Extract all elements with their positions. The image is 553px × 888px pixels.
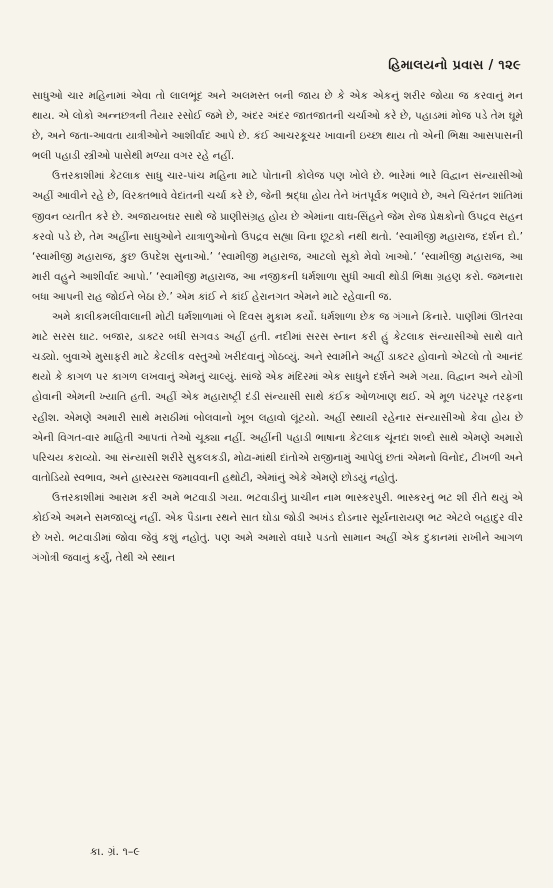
body-text [32, 86, 523, 568]
paragraph-1: સાધુઓ ચાર મહિનામાં એવા તો લાલભૂંદ અને અલમસ્ત બની જાય છે કે એક એકનું શરીર જોયા જ કરવાનું મન થાય. એ લોકો અન્નછત્રની તૈયાર રસોઈ જમે છે, અંદર અંદર જાતજાતની ચર્ચાઓ કરે છે, પહાડમાં મોજ પડે તેમ ઘૂમે છે, અને જતા-આવતા યાત્રીઓને આશીર્વાદ આપે છે. કંઈ આચરકૂચર ખાવાની ઇચ્છા થાય તો એની ભિક્ષા આસપાસની ભલી પહાડી સ્ત્રીઓ પાસેથી મળ્યા વગર રહે નહીં. [32, 90, 523, 163]
paragraph-3: અમે કાલીકમલીવાલાની મોટી ધર્મશાળામાં બે દિવસ મુકામ કર્યો. ધર્મશાળા છેક જ ગંગાને કિનારે. પાણીમાં ઊતરવા માટે સરસ ઘાટ. બજાર, ડાક્ટર બધી સગવડ અહીં હતી. નદીમાં સરસ સ્નાન કરી હું કેટલાક સંન્યાસીઓ સાથે વાતે ચડ્યો. બુવાએ મુસાફરી માટે કેટલીક વસ્તુઓ ખરીદવાનું ગોઠવ્યું. અને સ્વામીને અહીં ડાક્ટર હોવાનો એટલો તો આનંદ થયો કે કાગળ પર કાગળ લખવાનું એમનું ચાલ્યું. સાંજે એક મંદિરમાં એક સાધુને દર્શને અમે ગયા. વિદ્વાન અને યોગી હોવાની એમની ખ્યાતિ હતી. અહીં એક મહારાષ્ટ્રી દંડી સંન્યાસી સાથે કંઈક ઓળખાણ થઈ. એ મૂળ પંઢરપૂર તરફના રહીશ. એમણે અમારી સાથે મરાઠીમાં બોલવાનો ખૂબ લહાવો લૂંટયો. અહીં સ્થાયી રહેનાર સંન્યાસીઓ કેવા હોય છે એની વિગત-વાર માહિતી આપતાં તેઓ ચૂક્યા નહીં. અહીંની પહાડી ભાષાના કેટલાક ચૂંનદા શબ્દો સાથે એમણે અમારો પરિચય કરાવ્યો. આ સંન્યાસી શરીરે સુકલકડી, મોઢા-માંથી દાંતોએ રાજીનામું આપેલું છતાં એમનો વિનોદ, ટીખળી અને વાતોડિયો સ્વભાવ, અને હાસ્યરસ જમાવવાની હથોટી, એમાંનું એકે એમણે છોડયું નહોતું. [32, 311, 523, 484]
paragraph-2: ઉત્તરકાશીમાં કેટલાક સાધુ ચાર-પાંચ મહિના માટે પોતાની કોલેજ પણ ખોલે છે. ભારેમાં ભારે વિદ્વાન સંન્યાસીઓ અહીં આવીને રહે છે, વિરક્તભાવે વેદાંતની ચર્ચા કરે છે, જેની શ્રદ્ધા હોય તેને ખંતપૂર્વક ભણાવે છે, અને ચિરંતન શાંતિમાં જીવન વ્યતીત કરે છે. અજાયબઘર સાથે જે પ્રાણીસંગ્રહ હોય છે એમાંના વાઘ-સિંહને જેમ રોજ પ્રેક્ષકોનો ઉપદ્રવ સહન કરવો પડે છે, તેમ અહીંના સાધુઓને યાત્રાળુઓનો ઉપદ્રવ સહ્યા વિના છૂટકો નથી થતો. ‘સ્વામીજી મહારાજ, દર્શન દો.’ ‘સ્વામીજી મહારાજ, કુછ ઉપદેશ સુનાઓ.’ ‘સ્વામીજી મહારાજ, આટલો સૂકો મેવો ખાઓ.’ ‘સ્વામીજી મહારાજ, આ મારી વહુને આશીર્વાદ આપો.’ ‘સ્વામીજી મહારાજ, આ નજીકની ધર્મશાળા સુધી આવી થોડી ભિક્ષા ગ્રહણ કરો. જમનારા બધા આપની રાહ જોઈને બેઠા છે.’ એમ કાંઈ ને કાંઈ હેરાનગત એમને માટે રહેવાની જ. [32, 170, 523, 303]
printer-signature: કા. ગ્રં. ૧–૯ [90, 845, 140, 858]
running-header: હિમાલયનો પ્રવાસ / ૧૨૯ [388, 58, 521, 73]
paragraph-4: ઉત્તરકાશીમાં આરામ કરી અમે ભટવાડી ગયા. ભટવાડીનું પ્રાચીન નામ ભાસ્કરપુરી. ભાસ્કરનું ભટ શી રીતે થયું એ કોઈએ અમને સમજાવ્યું નહીં. એક પૈડાના રથને સાત ઘોડા જોડી અખંડ દોડનાર સૂર્યનારાયણ ભટ એટલે બહાદુર વીર છે ખરો. ભટવાડીમાં જોવા જેવું કશું નહોતું. પણ અમે અમારો વધારે પડતો સામાન અહીં એક દુકાનમાં રાખીને આગળ ગંગોત્રી જવાનું કર્યું, તેથી એ સ્થાન [32, 491, 523, 565]
